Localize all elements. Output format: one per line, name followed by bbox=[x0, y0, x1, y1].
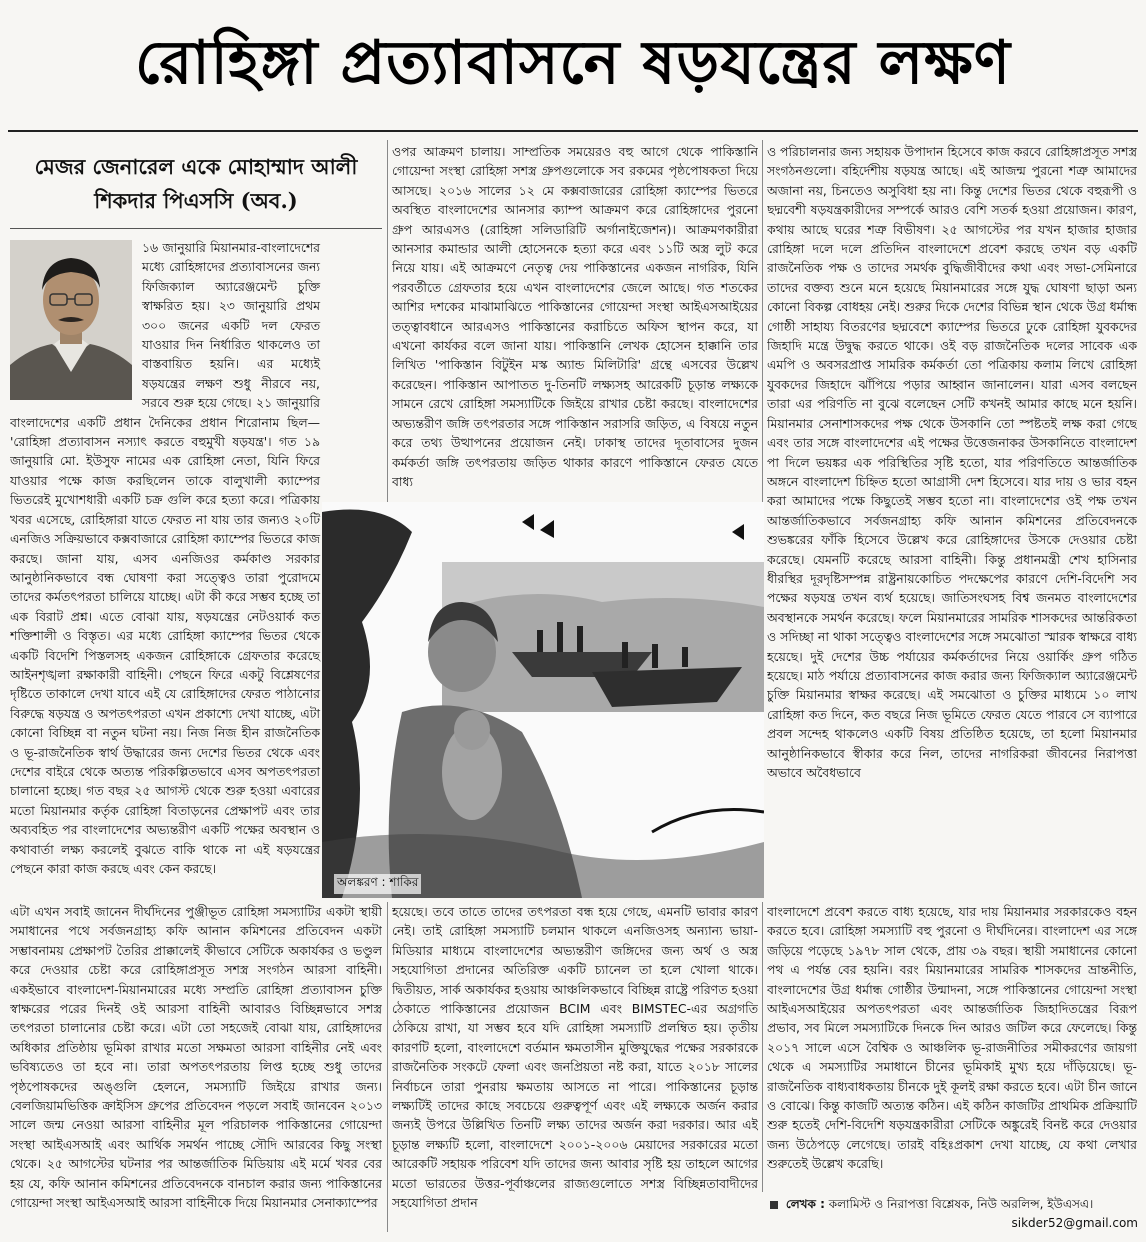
column-divider bbox=[387, 902, 388, 1232]
article-column-2-bottom bbox=[392, 902, 758, 1238]
headline-rule bbox=[8, 130, 1138, 132]
article-column-1-bottom bbox=[10, 902, 382, 1238]
article-column-2-top bbox=[392, 142, 758, 500]
headline: রোহিঙ্গা প্রত্যাবাসনে ষড়যন্ত্রের লক্ষণ bbox=[134, 28, 1012, 98]
byline bbox=[10, 150, 382, 224]
byline-rank-name: মেজর জেনারেল একে মোহাম্মাদ আলী bbox=[34, 154, 358, 179]
bullet-square-icon bbox=[770, 1201, 778, 1209]
column-divider bbox=[762, 140, 763, 502]
illustration bbox=[322, 502, 764, 898]
paragraph: এটা এখন সবাই জানেন দীর্ঘদিনের পুঞ্জীভূত রোহিঙ্গা সমস্যাটির একটা স্থায়ী সমাধানের পথে সর্বজনগ্রাহ্য কফি আনান কমিশনের প্রতিবেদন একটা সম্ভাবনাময় প্রেক্ষাপট তৈরির প্রাক্কালেই কীভাবে সেটিকে অকার্যকর ও ভণ্ডুল করে দেওয়ার চেষ্টা করে রোহিঙ্গাপ্রসূত সশস্ত্র সংগঠন আরসা বাহিনী। একইভাবে বাংলাদেশ-মিয়ানমারের মধ্যে সম্প্রতি রোহিঙ্গা প্রত্যাবাসন চুক্তি স্বাক্ষরের পরের দিনই ওই আরসা বাহিনী আবারও বিচ্ছিন্নভাবে সশস্ত্র তৎপরতা চালানোর চেষ্টা করে। এটা তো সহজেই বোঝা যায়, রোহিঙ্গাদের অধিকার প্রতিষ্ঠায় ভূমিকা রাখার মতো সক্ষমতা আরসা বাহিনীর নেই এবং ভবিষ্যতেও তা হবে না। তারা অপতৎপরতায় লিপ্ত হচ্ছে শুধু তাদের পৃষ্ঠপোষকদের অঙ্গুলি হেলনে, সমস্যাটি জিইয়ে রাখার জন্য। বেলজিয়ামভিত্তিক ক্রাইসিস গ্রুপের প্রতিবেদন পড়লে সবাই জানবেন ২০১৩ সালে জন্ম নেওয়া আরসা বাহিনীর মূল পরিচালক পাকিস্তানের গোয়েন্দা সংস্থা আইএসআই এবং আর্থিক সমর্থন পাচ্ছে সৌদি আরবের কিছু সংস্থা থেকে। ২৫ আগস্টের ঘটনার পর আন্তর্জাতিক মিডিয়ায় এই মর্মে খবর বের হয় যে, কফি আনান কমিশনের প্রতিবেদনকে বানচাল করার জন্য পাকিস্তানের গোয়েন্দা সংস্থা আইএসআই আরসা বাহিনীকে দিয়ে মিয়ানমার সেনাক্যাম্পের bbox=[10, 904, 382, 1211]
author-description: কলামিস্ট ও নিরাপত্তা বিশ্লেষক, নিউ অরলিন্স, ইউএসএ। bbox=[828, 1197, 1094, 1211]
author-line bbox=[770, 1195, 1138, 1214]
refugee-illustration-icon bbox=[322, 502, 764, 898]
illustration-credit: অলঙ্করণ : শাকির bbox=[334, 874, 421, 894]
paragraph: ১৬ জানুয়ারি মিয়ানমার-বাংলাদেশের মধ্যে রোহিঙ্গাদের প্রত্যাবাসনের জন্য ফিজিক্যাল অ্যারেঞ্জমেন্ট চুক্তি স্বাক্ষরিত হয়। ২৩ জানুয়ারি প্রথম ৩০০ জনের একটি দল ফেরত যাওয়ার দিন নির্ধারিত থাকলেও তা বাস্তবায়িত হয়নি। এর মধ্যেই ষড়যন্ত্রের লক্ষণ শুধু নীরবে নয়, সরবে শুরু হয়ে গেছে। ২১ জানুয়ারি বাংলাদেশের একটি প্রধান দৈনিকের প্রধান শিরোনাম ছিল— 'রোহিঙ্গা প্রত্যাবাসন নস্যাৎ করতে বহুমুখী ষড়যন্ত্র'। গত ১৯ জানুয়ারি মো. ইউসুফ নামের এক রোহিঙ্গা নেতা, যিনি ফিরে যাওয়ার পক্ষে কাজ করছিলেন তাকে বালুখালী ক্যাম্পের ভিতরেই মুখোশধারী একটি চক্র গুলি করে হত্যা করে। পত্রিকায় খবর এসেছে, রোহিঙ্গারা যাতে ফেরত না যায় তার জন্যও ২০টি এনজিও সক্রিয়ভাবে কক্সবাজারে রোহিঙ্গা ক্যাম্পের ভিতরে কাজ করছে। জানা যায়, এসব এনজিওর কর্মকাণ্ড সরকার আনুষ্ঠানিকভাবে বন্ধ ঘোষণা করা সত্ত্বেও তারা পুরোদমে তাদের কর্মতৎপরতা চালিয়ে যাচ্ছে। এটা কী করে সম্ভব হচ্ছে তা এক বিরাট প্রশ্ন। এতে বোঝা যায়, ষড়যন্ত্রের নেটওয়ার্ক কত শক্তিশালী ও বিস্তৃত। এর মধ্যে রোহিঙ্গা ক্যাম্পের ভিতর থেকে একটি বিদেশি পিস্তলসহ একজন রোহিঙ্গাকে গ্রেফতার করেছে আইনশৃঙ্খলা রক্ষাকারী বাহিনী। পেছনে ফিরে একটু বিশ্লেষণের দৃষ্টিতে তাকালে দেখা যাবে এই যে রোহিঙ্গাদের ফেরত পাঠানোর বিরুদ্ধে ষড়যন্ত্র ও অপতৎপরতা এখন প্রকাশ্যে দেখা যাচ্ছে, এটা কোনো বিচ্ছিন্ন বা নতুন ঘটনা নয়। নিজ নিজ হীন রাজনৈতিক ও ভূ-রাজনৈতিক স্বার্থ উদ্ধারের জন্য দেশের ভিতর থেকে এবং দেশের বাইরে থেকে অত্যন্ত পরিকল্পিতভাবে এসব অপতৎপরতা চালানো হচ্ছে। গত বছর ২৫ আগস্ট থেকে শুরু হওয়া এবারের মতো মিয়ানমার কর্তৃক রোহিঙ্গা বিতাড়নের প্রেক্ষাপট এবং তার অব্যবহিত পর বাংলাদেশের অভ্যন্তরীণ একটি পক্ষের অবস্থান ও কথাবার্তা লক্ষ্য করলেই বুঝতে বাকি থাকে না এই ষড়যন্ত্রের পেছনে কারা কাজ করছে এবং কেন করছে। bbox=[10, 240, 320, 876]
byline-rule bbox=[10, 228, 382, 229]
photo-spacer bbox=[10, 238, 142, 406]
paragraph: বাংলাদেশে প্রবেশ করতে বাধ্য হয়েছে, যার দায় মিয়ানমার সরকারকেও বহন করতে হবে। রোহিঙ্গা সমস্যাটি বহু পুরনো ও দীর্ঘদিনের। বাংলাদেশ এর সঙ্গে জড়িয়ে পড়েছে ১৯৭৮ সাল থেকে, প্রায় ৩৯ বছর। স্থায়ী সমাধানের কোনো পথ এ পর্যন্ত বের হয়নি। বরং মিয়ানমারের সামরিক শাসকদের ভ্রান্তনীতি, বাংলাদেশের উগ্র ধর্মান্ধ গোষ্ঠীর উন্মাদনা, সঙ্গে পাকিস্তানের গোয়েন্দা সংস্থা আইএসআইয়ের অপতৎপরতা এবং আন্তর্জাতিক জিহাদিতন্ত্রের বিরূপ প্রভাব, সব মিলে সমস্যাটিকে দিনকে দিন আরও জটিল করে ফেলেছে। কিন্তু ২০১৭ সালে এসে বৈশ্বিক ও আঞ্চলিক ভূ-রাজনীতির সমীকরণের জায়গা থেকে এ সমস্যাটির সমাধানে চীনের ভূমিকাই মুখ্য হয়ে দাঁড়িয়েছে। ভূ-রাজনৈতিক বাধ্যবাধকতায় চীনকে দুই কূলই রক্ষা করতে হবে। এটা চীন জানে ও বোঝে। কিন্তু কাজটি অত্যন্ত কঠিন। এই কঠিন কাজটির প্রাথমিক প্রক্রিয়াটি শুরু হতেই দেশি-বিদেশি ষড়যন্ত্রকারীরা সেটিকে অঙ্কুরেই বিনষ্ট করে দেওয়ার জন্য উঠেপড়ে লেগেছে। তারই বহিঃপ্রকাশ দেখা যাচ্ছে, যে কথা লেখার শুরুতেই উল্লেখ করেছি। bbox=[767, 904, 1137, 1172]
article-column-3-top bbox=[767, 142, 1137, 900]
column-divider bbox=[762, 902, 763, 1192]
author-email: sikder52@gmail.com bbox=[1011, 1216, 1138, 1230]
article-column-3-bottom bbox=[767, 902, 1137, 1192]
column-divider bbox=[387, 140, 388, 502]
paragraph: হয়েছে। তবে তাতে তাদের তৎপরতা বন্ধ হয়ে গেছে, এমনটি ভাবার কারণ নেই। তাই রোহিঙ্গা সমস্যাটি চলমান থাকলে এনজিওসহ অন্যান্য ভায়া-মিডিয়ার মাধ্যমে বাংলাদেশের অভ্যন্তরীণ জঙ্গিদের জন্য অর্থ ও অস্ত্র সহযোগিতা প্রদানের অতিরিক্ত একটি চ্যানেল তা হলে খোলা থাকে। দ্বিতীয়ত, সার্ক অকার্যকর হওয়ায় আঞ্চলিকভাবে বিচ্ছিন্ন রাষ্ট্রে পরিণত হওয়া ঠেকাতে পাকিস্তানের প্রয়োজন BCIM এবং BIMSTEC-এর অগ্রগতি ঠেকিয়ে রাখা, যা সম্ভব হবে যদি রোহিঙ্গা সমস্যাটি প্রলম্বিত হয়। তৃতীয় কারণটি হলো, বাংলাদেশে বর্তমান ক্ষমতাসীন মুক্তিযুদ্ধের পক্ষের সরকারকে রাজনৈতিক সংকটে ফেলা এবং জনপ্রিয়তা নষ্ট করা, যাতে ২০১৮ সালের নির্বাচনে তারা পুনরায় ক্ষমতায় আসতে না পারে। পাকিস্তানের চূড়ান্ত লক্ষ্যটিই তাদের কাছে সবচেয়ে গুরুত্বপূর্ণ এবং এই লক্ষ্যকে অর্জন করার জন্যই উপরে উল্লিখিত তিনটি লক্ষ্য তাদের অর্জন করা দরকার। আর এই চূড়ান্ত লক্ষ্যটি হলো, বাংলাদেশে ২০০১-২০০৬ মেয়াদের সরকারের মতো আরেকটি সহায়ক পরিবেশ যদি তাদের জন্য আবার সৃষ্টি হয় তাহলে আগের মতো ভারতের উত্তর-পূর্বাঞ্চলের রাজ্যগুলোতে সশস্ত্র বিচ্ছিন্নতাবাদীদের সহযোগিতা প্রদান bbox=[392, 904, 758, 1211]
author-label: লেখক : bbox=[785, 1197, 825, 1211]
byline-name-suffix: শিকদার পিএসসি (অব.) bbox=[94, 188, 298, 213]
paragraph: ও পরিচালনার জন্য সহায়ক উপাদান হিসেবে কাজ করবে রোহিঙ্গাপ্রসূত সশস্ত্র সংগঠনগুলো। বহির্দেশীয় ষড়যন্ত্র আছে। এই আজন্ম পুরনো শত্রু আমাদের অজানা নয়, চিনতেও অসুবিধা হয় না। কিন্তু দেশের ভিতর থেকে বহুরূপী ও ছদ্মবেশী ষড়যন্ত্রকারীদের সম্পর্কে আরও বেশি সতর্ক হওয়া প্রয়োজন। কারণ, কথায় আছে ঘরের শত্রু বিভীষণ। ২৫ আগস্টের পর যখন হাজার হাজার রোহিঙ্গা দলে দলে প্রতিদিন বাংলাদেশে প্রবেশ করছে তখন বড় একটি রাজনৈতিক পক্ষ ও তাদের সমর্থক বুদ্ধিজীবীদের কথা এবং সভা-সেমিনারে তাদের বক্তব্য শুনে মনে হয়েছে মিয়ানমারের সঙ্গে যুদ্ধ ঘোষণা ছাড়া অন্য কোনো বিকল্প বোধহয় নেই। শুরুর দিকে দেশের বিভিন্ন স্থান থেকে উগ্র ধর্মান্ধ গোষ্ঠী সাহায্য বিতরণের ছদ্মবেশে ক্যাম্পের ভিতরে ঢুকে রোহিঙ্গা যুবকদের জিহাদি মন্ত্রে উদ্বুদ্ধ করতে থাকে। ওই বড় রাজনৈতিক দলের সাবেক এক এমপি ও অবসরপ্রাপ্ত সামরিক কর্মকর্তা তো পত্রিকায় কলাম লিখে রোহিঙ্গা যুবকদের জিহাদে ঝাঁপিয়ে পড়ার আহ্বান জানালেন। যারা এসব বলছেন তারা এর পরিণতি না বুঝে বলেছেন সেটি কখনই আমার কাছে মনে হয়নি। মিয়ানমার সেনাশাসকদের পক্ষ থেকে উসকানি তো স্পষ্টতই লক্ষ করা গেছে এবং তার সঙ্গে বাংলাদেশের এই পক্ষের উত্তেজনাকর উসকানিতে বাংলাদেশ পা দিলে ভয়ঙ্কর এক পরিস্থিতির সৃষ্টি হতো, যার পরিণতিতে আন্তর্জাতিক অঙ্গনে বাংলাদেশ চিহ্নিত হতো আগ্রাসী দেশ হিসেবে। যার দায় ও ভার বহন করা আমাদের পক্ষে কিছুতেই সম্ভব হতো না। বাংলাদেশের ওই পক্ষ তখন আন্তর্জাতিকভাবে সর্বজনগ্রাহ্য কফি আনান কমিশনের প্রতিবেদনকে শুভঙ্করের ফাঁকি হিসেবে উল্লেখ করে রোহিঙ্গাদের উসকে দেওয়ার চেষ্টা করেছে। যেমনটি করেছে আরসা বাহিনী। কিন্তু প্রধানমন্ত্রী শেখ হাসিনার ধীরস্থির দূরদৃষ্টিসম্পন্ন রাষ্ট্রনায়কোচিত পদক্ষেপের কারণে দেশি-বিদেশি সব পক্ষের ষড়যন্ত্র তখন ব্যর্থ হয়েছে। জাতিসংঘসহ বিশ্ব জনমত বাংলাদেশের অবস্থানকে সমর্থন করেছে। ফলে মিয়ানমারের সামরিক শাসকদের আন্তরিকতা ও সদিচ্ছা না থাকা সত্ত্বেও বাংলাদেশের সঙ্গে সমঝোতা স্মারক স্বাক্ষরে বাধ্য হয়েছে। দুই দেশের উচ্চ পর্যায়ের কর্মকর্তাদের নিয়ে ওয়ার্কিং গ্রুপ গঠিত হয়েছে। মাঠ পর্যায়ে প্রত্যাবাসনের কাজ করার জন্য ফিজিক্যাল অ্যারেঞ্জমেন্ট চুক্তি মিয়ানমার স্বাক্ষর করেছে। এই সমঝোতা ও চুক্তির মাধ্যমে ১০ লাখ রোহিঙ্গা কত দিনে, কত বছরে নিজ ভূমিতে ফেরত যেতে পারবে সে ব্যাপারে প্রবল সন্দেহ থাকলেও একটি বিষয় প্রতিষ্ঠিত হয়েছে, তা হলো মিয়ানমার আনুষ্ঠানিকভাবে স্বীকার করে নিল, তাদের নাগরিকরা জীবনের নিরাপত্তা অভাবে অবৈধভাবে bbox=[767, 144, 1137, 780]
author-footer bbox=[770, 1195, 1138, 1233]
paragraph: ওপর আক্রমণ চালায়। সাম্প্রতিক সময়েরও বহু আগে থেকে পাকিস্তানি গোয়েন্দা সংস্থা রোহিঙ্গা সশস্ত্র গ্রুপগুলোকে সব রকমের পৃষ্ঠপোষকতা দিয়ে আসছে। ২০১৬ সালের ১২ মে কক্সবাজারের রোহিঙ্গা ক্যাম্পের ভিতরে অবস্থিত বাংলাদেশের আনসার ক্যাম্প আক্রমণ করে রোহিঙ্গাদের পুরনো গ্রুপ আরএসও (রোহিঙ্গা সলিডারিটি অর্গানাইজেশন)। আক্রমণকারীরা আনসার কমান্ডার আলী হোসেনকে হত্যা করে এবং ১১টি অস্ত্র লুট করে নিয়ে যায়। এই আক্রমণে নেতৃত্ব দেয় পাকিস্তানের একজন নাগরিক, যিনি পরবর্তীতে গ্রেফতার হয়ে এখন বাংলাদেশের জেলে আছে। গত শতকের আশির দশকের মাঝামাঝিতে পাকিস্তানের গোয়েন্দা সংস্থা আইএসআইয়ের তত্ত্বাবধানে আরএসও পাকিস্তানের করাচিতে অফিস স্থাপন করে, যা এখনো কার্যকর বলে জানা যায়। পাকিস্তানি লেখক হোসেন হাক্কানি তার লিখিত 'পাকিস্তান বিটুইন মস্ক অ্যান্ড মিলিটারি' গ্রন্থে এসবের উল্লেখ করেছেন। পাকিস্তান আপাতত দু-তিনটি লক্ষ্যসহ আরেকটি চূড়ান্ত লক্ষ্যকে সামনে রেখে রোহিঙ্গা সমস্যাটিকে জিইয়ে রাখার চেষ্টা করছে। বাংলাদেশের অভ্যন্তরীণ জঙ্গি তৎপরতার সঙ্গে পাকিস্তান সরাসরি জড়িত, এ বিষয়ে নতুন করে তথ্য উত্থাপনের প্রয়োজন নেই। ঢাকাস্থ তাদের দূতাবাসের দুজন কর্মকর্তা জঙ্গি তৎপরতায় জড়িত থাকার কারণে পাকিস্তানে ফেরত যেতে বাধ্য bbox=[392, 144, 758, 489]
